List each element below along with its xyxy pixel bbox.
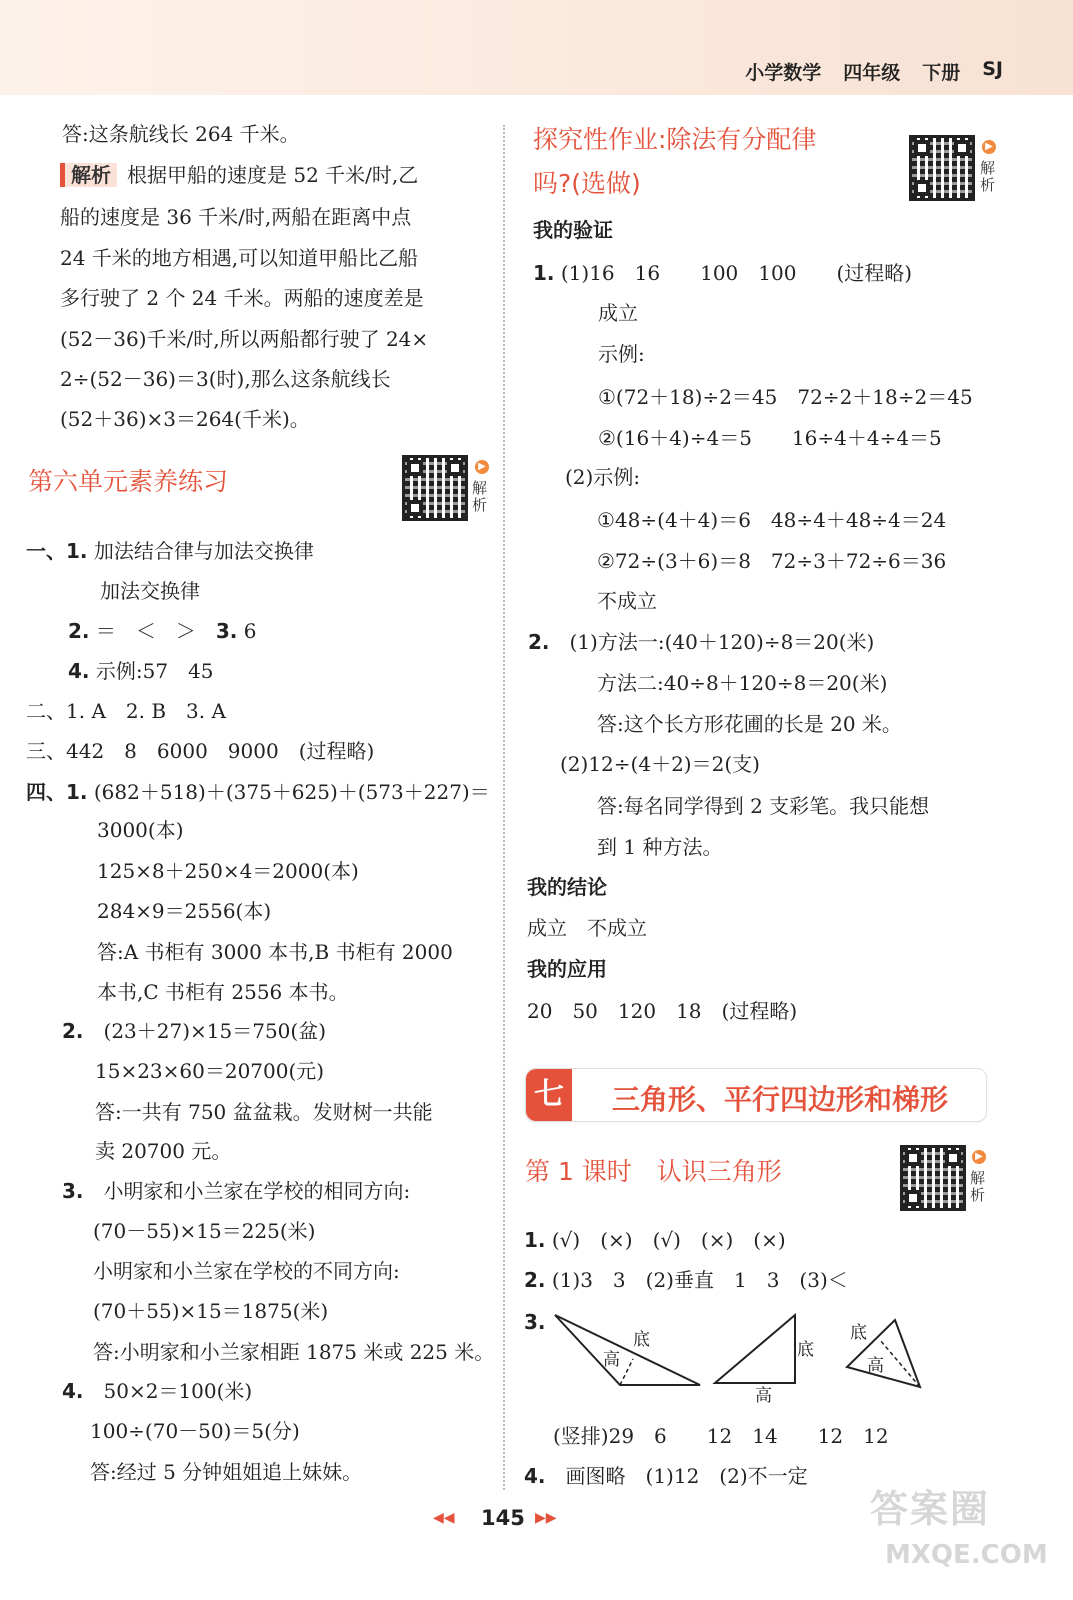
part4-2d: 卖 20700 元。	[95, 1139, 232, 1163]
q1-line-a: 一、1. 加法结合律与加法交换律	[26, 539, 314, 563]
conclusion-text: 成立 不成立	[527, 916, 647, 940]
v2-d: (2)12÷(4＋2)＝2(支)	[560, 752, 760, 776]
triangle-1	[555, 1315, 700, 1385]
apply-heading: 我的应用	[527, 957, 607, 981]
v2-f: 到 1 种方法。	[597, 835, 723, 859]
v1-i: 不成立	[597, 589, 657, 613]
qr-label: 解析	[970, 1169, 986, 1204]
qr-label: 解析	[472, 479, 488, 514]
tri3-height-label: 高	[867, 1356, 884, 1376]
part4-3a: 3. 小明家和小兰家在学校的相同方向:	[62, 1179, 411, 1203]
explain-line-5: (52－36)千米/时,所以两船都行驶了 24×	[60, 327, 429, 351]
watermark-logo: 答案圈	[870, 1487, 991, 1531]
watermark-url: MXQE.COM	[885, 1540, 1048, 1570]
v1-h: ②72÷(3＋6)＝8 72÷3＋72÷6＝36	[597, 549, 947, 573]
column-divider	[503, 125, 505, 1490]
explore-title-1: 探究性作业:除法有分配律	[533, 125, 817, 154]
tri3-base-label: 底	[850, 1323, 867, 1343]
l2-line: 2. (1)3 3 (2)垂直 1 3 (3)＜	[524, 1268, 848, 1292]
part4-3c: 小明家和小兰家在学校的不同方向:	[93, 1259, 400, 1283]
unit7-title: 三角形、平行四边形和梯形	[612, 1083, 949, 1116]
l3-marker: 3.	[524, 1310, 546, 1334]
qr-code-explore[interactable]	[909, 135, 975, 201]
part4-2a: 2. (23＋27)×15＝750(盆)	[62, 1019, 327, 1043]
v1-d: ①(72＋18)÷2＝45 72÷2＋18÷2＝45	[598, 385, 973, 409]
play-icon[interactable]: ▶	[972, 1150, 986, 1164]
tri1-base-label: 底	[633, 1330, 650, 1350]
explore-title-2: 吗?(选做)	[533, 169, 641, 198]
unit7-number: 七	[526, 1069, 572, 1121]
part4-1d: 284×9＝2556(本)	[97, 899, 272, 923]
q4-line: 4. 示例:57 45	[68, 659, 214, 683]
qr-code-unit6[interactable]	[402, 455, 468, 521]
part4-1c: 125×8＋250×4＝2000(本)	[97, 859, 359, 883]
header-edition: SJ	[982, 58, 1003, 80]
explain-line-6: 2÷(52－36)＝3(时),那么这条航线长	[60, 367, 391, 391]
q2-q3-line: 2. ＝ ＜ ＞ 3. 6	[68, 619, 257, 643]
unit7-banner	[525, 1068, 987, 1122]
explain-line-3: 24 千米的地方相遇,可以知道甲船比乙船	[60, 246, 419, 270]
play-icon[interactable]: ▶	[982, 140, 996, 154]
explain-line-4: 多行驶了 2 个 24 千米。两船的速度差是	[60, 286, 424, 310]
v1-f: (2)示例:	[565, 465, 641, 489]
tri2-base-label: 底	[797, 1340, 814, 1360]
part4-2b: 15×23×60＝20700(元)	[95, 1059, 325, 1083]
qr-code-lesson[interactable]	[900, 1145, 966, 1211]
explain-tag: 解析	[60, 163, 117, 187]
next-page-icon[interactable]: ▶▶	[535, 1510, 557, 1526]
v2-e: 答:每名同学得到 2 支彩笔。我只能想	[597, 794, 930, 818]
conclusion-heading: 我的结论	[527, 875, 607, 899]
l3-values: (竖排)29 6 12 14 12 12	[553, 1424, 889, 1448]
triangle-3	[847, 1320, 920, 1387]
explain-line-1: 解析 根据甲船的速度是 52 千米/时,乙	[60, 163, 418, 187]
lesson-title: 第 1 课时 认识三角形	[525, 1157, 782, 1186]
l4-line: 4. 画图略 (1)12 (2)不一定	[524, 1464, 808, 1488]
part4-4b: 100÷(70－50)＝5(分)	[90, 1419, 300, 1443]
part2-line: 二、1. A 2. B 3. A	[26, 699, 226, 723]
prev-page-icon[interactable]: ◀◀	[433, 1510, 455, 1526]
header-subject: 小学数学	[745, 62, 822, 84]
explain-line-2: 船的速度是 36 千米/时,两船在距离中点	[60, 205, 412, 229]
v2-a: 2. (1)方法一:(40＋120)÷8＝20(米)	[528, 630, 875, 654]
header-volume: 下册	[922, 62, 961, 84]
play-icon[interactable]: ▶	[475, 460, 489, 474]
part4-1e: 答:A 书柜有 3000 本书,B 书柜有 2000	[97, 940, 453, 964]
apply-text: 20 50 120 18 (过程略)	[527, 999, 798, 1023]
triangle-2	[715, 1315, 814, 1406]
v1-c: 示例:	[598, 342, 645, 366]
page-header	[745, 58, 1003, 85]
part4-1b: 3000(本)	[97, 818, 184, 842]
part4-1a: 四、1. (682＋518)＋(375＋625)＋(573＋227)＝	[26, 780, 490, 804]
v2-b: 方法二:40÷8＋120÷8＝20(米)	[597, 671, 888, 695]
unit6-title: 第六单元素养练习	[28, 467, 229, 496]
part4-3d: (70＋55)×15＝1875(米)	[93, 1299, 329, 1323]
part4-1f: 本书,C 书柜有 2556 本书。	[97, 980, 349, 1004]
explain-line-7: (52＋36)×3＝264(千米)。	[60, 407, 310, 431]
verify-heading: 我的验证	[533, 218, 613, 242]
page-number: 145	[481, 1506, 525, 1530]
part3-line: 三、442 8 6000 9000 (过程略)	[26, 739, 375, 763]
qr-label: 解析	[980, 159, 996, 194]
v1-b: 成立	[598, 301, 638, 325]
part4-3e: 答:小明家和小兰家相距 1875 米或 225 米。	[93, 1340, 495, 1364]
triangle-figures	[545, 1305, 935, 1410]
answer-top: 答:这条航线长 264 千米。	[62, 122, 300, 146]
part4-4a: 4. 50×2＝100(米)	[62, 1379, 253, 1403]
part4-4c: 答:经过 5 分钟姐姐追上妹妹。	[90, 1460, 363, 1484]
v1-e: ②(16＋4)÷4＝5 16÷4＋4÷4＝5	[598, 426, 942, 450]
tri2-height-label: 高	[755, 1386, 772, 1406]
v2-c: 答:这个长方形花圃的长是 20 米。	[597, 712, 902, 736]
part4-3b: (70－55)×15＝225(米)	[93, 1219, 316, 1243]
tri1-height-label: 高	[603, 1350, 620, 1370]
q1-line-b: 加法交换律	[100, 579, 200, 603]
v1-g: ①48÷(4＋4)＝6 48÷4＋48÷4＝24	[597, 508, 947, 532]
v1-line: 1. (1)16 16 100 100 (过程略)	[533, 261, 913, 285]
l1-line: 1. (√) (×) (√) (×) (×)	[524, 1228, 786, 1252]
part4-2c: 答:一共有 750 盆盆栽。发财树一共能	[95, 1100, 433, 1124]
header-grade: 四年级	[843, 62, 901, 84]
